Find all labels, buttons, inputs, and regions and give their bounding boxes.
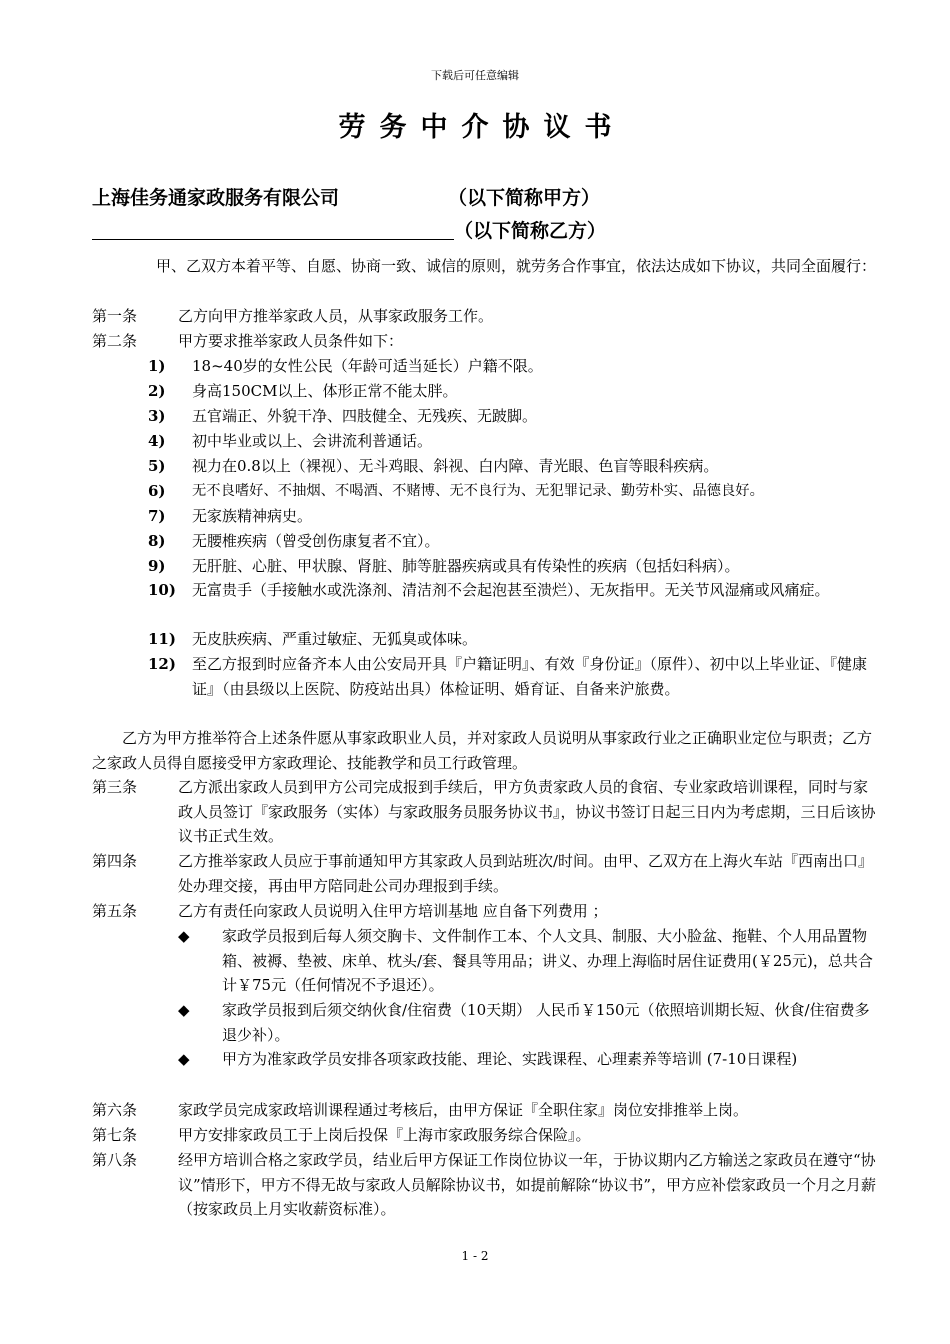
condition-text: 初中毕业或以上、会讲流利普通话。 xyxy=(192,432,433,450)
article-text: 乙方推举家政人员应于事前通知甲方其家政人员到站班次/时间。由甲、乙双方在上海火车站『西南出口』处办理交接，再由甲方陪同赴公司办理报到手续。 xyxy=(178,852,874,895)
condition-number: 11) xyxy=(148,630,176,648)
party-a-abbr: （以下简称甲方） xyxy=(448,187,601,209)
condition-text: 身高150CM以上、体形正常不能太胖。 xyxy=(192,382,458,400)
condition-number: 4) xyxy=(148,432,166,450)
article-text: 甲方要求推举家政人员条件如下： xyxy=(178,332,404,350)
diamond-bullet-icon: ◆ xyxy=(178,927,190,945)
party-b-abbr: （以下简称乙方） xyxy=(454,220,607,242)
fee-text: 家政学员报到后须交纳伙食/住宿费（10天期） 人民币￥150元（依照培训期长短、伙食/住宿费多退少补）。 xyxy=(222,1001,870,1044)
diamond-bullet-icon: ◆ xyxy=(178,1001,190,1019)
condition-number: 12) xyxy=(148,655,176,673)
article-text: 甲方安排家政员工于上岗后投保『上海市家政服务综合保险』。 xyxy=(178,1126,591,1144)
condition-number: 1) xyxy=(148,357,166,375)
article-label: 第七条 xyxy=(92,1126,138,1144)
party-b-line xyxy=(92,216,606,243)
header-note: 下载后可任意编辑 xyxy=(431,69,519,82)
condition-number: 3) xyxy=(148,407,166,425)
condition-number: 8) xyxy=(148,532,166,550)
condition-text: 无肝脏、心脏、甲状腺、肾脏、肺等脏器疾病或具有传染性的疾病（包括妇科病）。 xyxy=(192,557,740,575)
article-label: 第三条 xyxy=(92,778,138,796)
recommendation-paragraph: 乙方为甲方推举符合上述条件愿从事家政职业人员，并对家政人员说明从事家政行业之正确职业定位与职责；乙方之家政人员得自愿接受甲方家政理论、技能教学和员工行政管理。 xyxy=(92,729,873,772)
party-b-blank xyxy=(92,220,454,240)
condition-text: 至乙方报到时应备齐本人由公安局开具『户籍证明』、有效『身份证』（原件）、初中以上毕业证、『健康证』（由县级以上医院、防疫站出具）体检证明、婚育证、自备来沪旅费。 xyxy=(192,655,868,698)
page-number: 1 - 2 xyxy=(461,1249,489,1263)
article-text: 乙方有责任向家政人员说明入住甲方培训基地 应自备下列费用 ； xyxy=(178,902,608,920)
article-label: 第二条 xyxy=(92,332,138,350)
condition-text: 18~40岁的女性公民（年龄可适当延长）户籍不限。 xyxy=(192,357,543,375)
condition-text: 无皮肤疾病、严重过敏症、无狐臭或体味。 xyxy=(192,630,478,648)
condition-text: 无富贵手（手接触水或洗涤剂、清洁剂不会起泡甚至溃烂）、无灰指甲。无关节风湿痛或风痛症。 xyxy=(192,581,830,599)
article-label: 第六条 xyxy=(92,1101,138,1119)
article-text: 乙方派出家政人员到甲方公司完成报到手续后，甲方负责家政人员的食宿、专业家政培训课程，同时与家政人员签订『家政服务（实体）与家政服务员服务协议书』，协议书签订日起三日内为考虑期，三日后该协议书正式生效。 xyxy=(178,778,876,845)
condition-number: 7) xyxy=(148,507,166,525)
condition-text: 无腰椎疾病（曾受创伤康复者不宜）。 xyxy=(192,532,440,550)
condition-text: 视力在0.8以上（裸视）、无斗鸡眼、斜视、白内障、青光眼、色盲等眼科疾病。 xyxy=(192,457,719,475)
party-a-name: 上海佳务通家政服务有限公司 xyxy=(92,187,340,209)
diamond-bullet-icon: ◆ xyxy=(178,1050,190,1068)
condition-number: 2) xyxy=(148,382,166,400)
article-label: 第四条 xyxy=(92,852,138,870)
article-label: 第五条 xyxy=(92,902,138,920)
condition-number: 6) xyxy=(148,482,166,500)
article-label: 第八条 xyxy=(92,1151,138,1169)
fee-text: 甲方为准家政学员安排各项家政技能、理论、实践课程、心理素养等培训 (7-10日课程) xyxy=(222,1050,798,1068)
intro-paragraph: 甲、乙双方本着平等、自愿、协商一致、诚信的原则，就劳务合作事宜，依法达成如下协议，共同全面履行： xyxy=(156,257,877,275)
condition-text: 五官端正、外貌干净、四肢健全、无残疾、无跛脚。 xyxy=(192,407,538,425)
condition-number: 5) xyxy=(148,457,166,475)
condition-text: 无不良嗜好、不抽烟、不喝酒、不赌博、无不良行为、无犯罪记录、勤劳朴实、品德良好。 xyxy=(192,483,764,499)
article-text: 经甲方培训合格之家政学员，结业后甲方保证工作岗位协议一年，于协议期内乙方输送之家政员在遵守“协议”情形下，甲方不得无故与家政人员解除协议书，如提前解除“协议书”，甲方应补偿家政员一个月之月薪（按家政员上月实收薪资标准）。 xyxy=(178,1151,877,1218)
party-a-line xyxy=(92,183,601,210)
fee-text: 家政学员报到后每人须交胸卡、文件制作工本、个人文具、制服、大小脸盆、拖鞋、个人用品置物箱、被褥、垫被、床单、枕头/套、餐具等用品；讲义、办理上海临时居住证费用(￥25元)，总共合计￥75元（任何情况不予退还）。 xyxy=(222,927,873,994)
article-text: 乙方向甲方推举家政人员，从事家政服务工作。 xyxy=(178,307,494,325)
article-label: 第一条 xyxy=(92,307,138,325)
condition-text: 无家族精神病史。 xyxy=(192,507,313,525)
condition-number: 9) xyxy=(148,557,166,575)
condition-number: 10) xyxy=(148,581,176,599)
document-title: 劳务中介协议书 xyxy=(338,112,626,143)
article-text: 家政学员完成家政培训课程通过考核后，由甲方保证『全职住家』岗位安排推举上岗。 xyxy=(178,1101,749,1119)
